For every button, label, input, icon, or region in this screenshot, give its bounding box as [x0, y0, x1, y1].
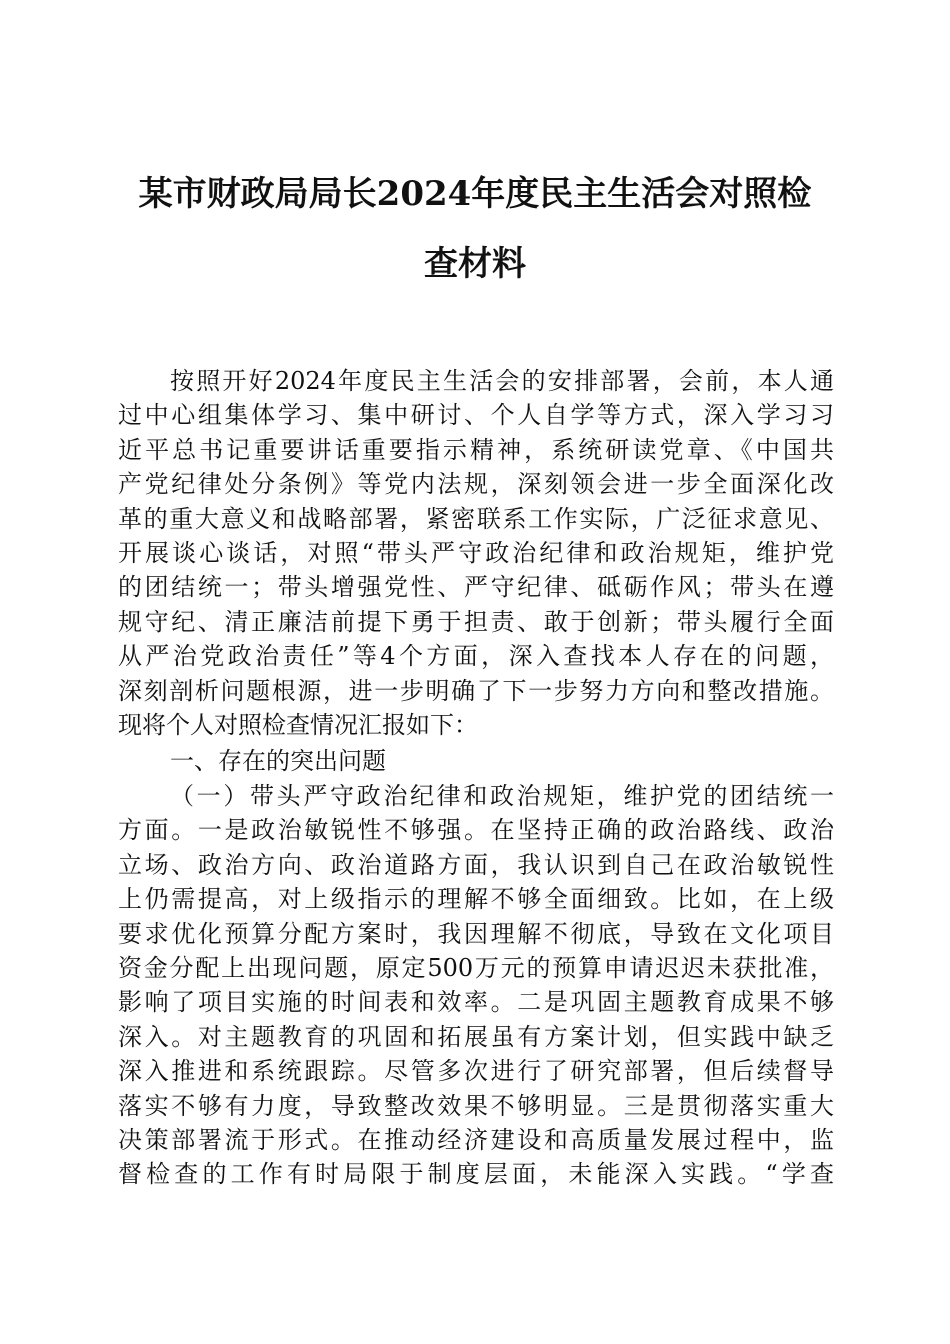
paragraph-line: 影响了项目实施的时间表和效率。二是巩固主题教育成果不够: [118, 988, 834, 1017]
paragraph-line: 现将个人对照检查情况汇报如下：: [118, 711, 478, 739]
paragraph-line: 落实不够有力度，导致整改效果不够明显。三是贯彻落实重大: [118, 1091, 834, 1120]
paragraph-line: 从严治党政治责任”等4个方面，深入查找本人存在的问题，: [118, 642, 834, 671]
paragraph-line: 资金分配上出现问题，原定500万元的预算申请迟迟未获批准，: [118, 954, 834, 982]
paragraph-line: 上仍需提高，对上级指示的理解不够全面细致。比如，在上级: [118, 885, 834, 914]
paragraph-line: 立场、政治方向、政治道路方面，我认识到自己在政治敏锐性: [118, 850, 834, 879]
paragraph-line: 要求优化预算分配方案时，我因理解不彻底，导致在文化项目: [118, 919, 834, 948]
paragraph-line: 深入。对主题教育的巩固和拓展虽有方案计划，但实践中缺乏: [118, 1022, 834, 1051]
paragraph-line: 革的重大意义和战略部署，紧密联系工作实际，广泛征求意见、: [118, 504, 834, 533]
paragraph-line: 开展谈心谈话，对照“带头严守政治纪律和政治规矩，维护党: [118, 539, 834, 567]
paragraph-line: 过中心组集体学习、集中研讨、个人自学等方式，深入学习习: [118, 401, 834, 430]
paragraph-line: （一）带头严守政治纪律和政治规矩，维护党的团结统一: [170, 782, 834, 810]
paragraph-line: 产党纪律处分条例》等党内法规，深刻领会进一步全面深化改: [118, 470, 834, 499]
section-heading-problems: 一、存在的突出问题: [170, 747, 386, 775]
paragraph-line: 近平总书记重要讲话重要指示精神，系统研读党章、《中国共: [118, 435, 834, 464]
paragraph-line: 按照开好2024年度民主生活会的安排部署，会前，本人通: [170, 367, 834, 395]
paragraph-line: 深刻剖析问题根源，进一步明确了下一步努力方向和整改措施。: [118, 676, 834, 705]
document-title-line-2: 查材料: [424, 244, 526, 284]
paragraph-line: 决策部署流于形式。在推动经济建设和高质量发展过程中，监: [118, 1126, 834, 1154]
paragraph-line: 规守纪、清正廉洁前提下勇于担责、敢于创新；带头履行全面: [118, 607, 834, 636]
paragraph-line: 方面。一是政治敏锐性不够强。在坚持正确的政治路线、政治: [118, 816, 834, 845]
paragraph-line: 深入推进和系统跟踪。尽管多次进行了研究部署，但后续督导: [118, 1057, 834, 1086]
paragraph-line: 督检查的工作有时局限于制度层面，未能深入实践。“学查: [118, 1160, 834, 1189]
paragraph-line: 的团结统一；带头增强党性、严守纪律、砥砺作风；带头在遵: [118, 573, 834, 602]
document-title-line-1: 某市财政局局长2024年度民主生活会对照检: [138, 174, 812, 214]
